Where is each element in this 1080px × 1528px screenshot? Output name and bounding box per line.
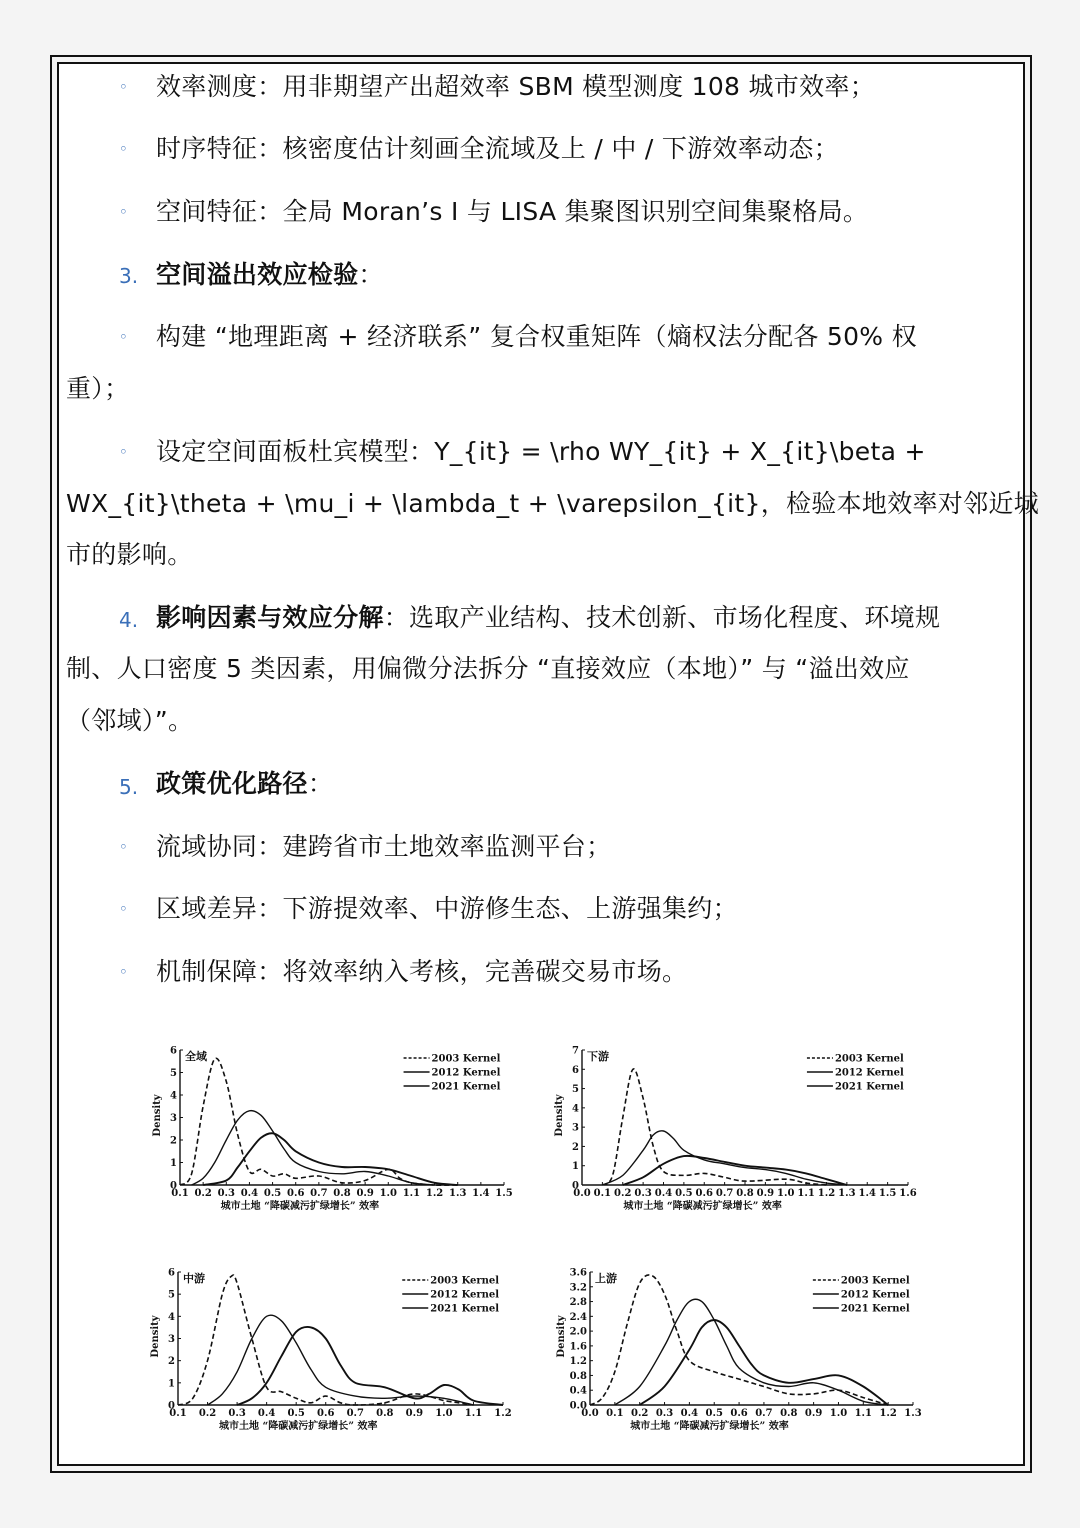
y-tick-label: 4 [572, 1103, 579, 1115]
x-tick-label: 0.7 [755, 1408, 773, 1419]
y-tick-label: 3 [572, 1122, 579, 1134]
x-tick-label: 0.3 [228, 1408, 246, 1419]
x-tick-label: 1.3 [904, 1408, 922, 1419]
y-axis-label: Density [554, 1094, 565, 1137]
y-tick-label: 2.8 [569, 1297, 587, 1309]
x-tick-label: 1.1 [854, 1408, 873, 1419]
y-tick-label: 1.2 [569, 1356, 587, 1368]
x-axis-label: 城市土地 “降碳减污扩绿增长” 效率 [623, 1201, 782, 1212]
y-tick-label: 4 [168, 1311, 175, 1323]
paragraph-line: （邻域）”。 [66, 706, 194, 735]
section-title: 空间溢出效应检验 [156, 260, 359, 289]
x-tick-label: 0.8 [376, 1408, 394, 1419]
list-item-continuation: 重）； [66, 374, 130, 403]
section-body: ：选取产业结构、技术创新、市场化程度、环境规 [383, 603, 941, 632]
y-tick-label: 3 [170, 1113, 177, 1124]
list-item: 设定空间面板杜宾模型：Y_{it} = \rho WY_{it} + X_{it}\beta + [156, 437, 926, 466]
legend-label: 2003 Kernel [431, 1053, 501, 1065]
section-colon: ： [307, 769, 334, 798]
list-item-continuation: 市的影响。 [66, 540, 193, 569]
x-tick-label: 0.3 [634, 1188, 652, 1199]
x-axis-label: 城市土地 “降碳减污扩绿增长” 效率 [630, 1421, 789, 1432]
legend-label: 2003 Kernel [834, 1053, 904, 1065]
paragraph-line: 制、人口密度 5 类因素，用偏微分法拆分 “直接效应（本地）” 与 “溢出效应 [66, 654, 910, 683]
x-tick-label: 1.2 [817, 1188, 836, 1199]
x-tick-label: 0.9 [756, 1188, 775, 1199]
x-tick-label: 1.5 [878, 1188, 897, 1199]
list-item: 空间特征：全局 Moran’s I 与 LISA 集聚图识别空间集聚格局。 [156, 197, 869, 226]
x-tick-label: 0.8 [780, 1408, 798, 1419]
x-tick-label: 0.3 [217, 1188, 235, 1199]
y-tick-label: 7 [572, 1045, 579, 1057]
x-tick-label: 1.3 [449, 1188, 467, 1199]
x-tick-label: 1.0 [829, 1408, 848, 1419]
x-tick-label: 1.2 [494, 1408, 512, 1419]
x-tick-label: 0.2 [630, 1408, 649, 1419]
x-tick-label: 1.3 [838, 1188, 856, 1199]
y-tick-label: 5 [170, 1068, 177, 1079]
x-tick-label: 0.7 [310, 1188, 328, 1199]
x-tick-label: 0.5 [675, 1188, 693, 1199]
list-item-continuation: WX_{it}\theta + \mu_i + \lambda_t + \varepsilon_{it}，检验本地效率对邻近城 [66, 489, 1040, 518]
x-tick-label: 1.2 [425, 1188, 444, 1199]
y-tick-label: 2.4 [569, 1311, 587, 1323]
section-number: 4. [119, 608, 139, 632]
x-tick-label: 0.1 [169, 1408, 187, 1419]
legend-label: 2012 Kernel [431, 1067, 501, 1079]
y-tick-label: 5 [572, 1084, 579, 1096]
x-tick-label: 0.1 [593, 1188, 612, 1199]
legend-label: 2021 Kernel [431, 1081, 501, 1093]
x-tick-label: 0.4 [240, 1188, 259, 1199]
x-tick-label: 0.5 [705, 1408, 723, 1419]
y-tick-label: 1.6 [569, 1341, 587, 1353]
y-tick-label: 0.4 [569, 1385, 587, 1397]
chart-title: 全域 [185, 1050, 207, 1063]
y-tick-label: 6 [170, 1045, 177, 1057]
y-tick-label: 6 [572, 1064, 579, 1076]
bullet-icon: ◦ [119, 900, 128, 918]
y-tick-label: 2 [168, 1356, 175, 1368]
section-heading [156, 767, 333, 801]
y-tick-label: 4 [170, 1090, 177, 1102]
y-tick-label: 2 [572, 1141, 579, 1153]
y-axis-label: Density [150, 1315, 161, 1358]
x-tick-label: 0.2 [198, 1408, 217, 1419]
x-tick-label: 0.6 [317, 1408, 335, 1419]
x-tick-label: 0.6 [287, 1188, 305, 1199]
list-item: 流域协同：建跨省市土地效率监测平台； [156, 832, 612, 861]
y-tick-label: 3.2 [569, 1282, 587, 1294]
list-item: 构建 “地理距离 + 经济联系” 复合权重矩阵（熵权法分配各 50% 权 [156, 322, 917, 351]
y-tick-label: 1 [170, 1158, 177, 1169]
legend-label: 2021 Kernel [430, 1303, 500, 1315]
x-tick-label: 0.6 [695, 1188, 713, 1199]
x-tick-label: 1.6 [899, 1188, 917, 1199]
y-tick-label: 1 [572, 1161, 579, 1173]
x-tick-label: 0.0 [573, 1188, 591, 1199]
bullet-icon: ◦ [119, 78, 128, 96]
chart-title: 上游 [595, 1272, 617, 1285]
section-title: 影响因素与效应分解 [156, 603, 384, 632]
x-tick-label: 1.0 [435, 1408, 453, 1419]
section-colon: ： [358, 260, 384, 289]
list-item: 机制保障：将效率纳入考核，完善碳交易市场。 [156, 957, 688, 986]
section-heading [156, 258, 384, 292]
x-tick-label: 1.4 [858, 1188, 876, 1199]
x-tick-label: 0.7 [715, 1188, 734, 1199]
bullet-icon: ◦ [119, 443, 128, 461]
x-tick-label: 1.1 [464, 1408, 483, 1419]
bullet-icon: ◦ [119, 203, 128, 221]
bullet-icon: ◦ [119, 328, 128, 346]
x-tick-label: 0.4 [654, 1188, 673, 1199]
y-tick-label: 0 [168, 1400, 175, 1412]
y-tick-label: 1 [168, 1378, 175, 1390]
legend-label: 2012 Kernel [834, 1067, 904, 1079]
section-heading [156, 601, 940, 635]
chart-title: 下游 [587, 1050, 609, 1063]
legend-label: 2003 Kernel [840, 1275, 910, 1287]
x-tick-label: 1.1 [402, 1188, 421, 1199]
legend-label: 2003 Kernel [430, 1275, 500, 1287]
bullet-icon: ◦ [119, 838, 128, 856]
x-tick-label: 0.5 [287, 1408, 305, 1419]
list-item: 时序特征：核密度估计刻画全流域及上 / 中 / 下游效率动态； [156, 134, 839, 163]
x-tick-label: 1.1 [797, 1188, 815, 1199]
list-item: 效率测度：用非期望产出超效率 SBM 模型测度 108 城市效率； [156, 72, 875, 101]
x-tick-label: 1.0 [777, 1188, 795, 1199]
x-axis-label: 城市土地 “降碳减污扩绿增长” 效率 [219, 1421, 378, 1432]
y-tick-label: 3 [168, 1334, 175, 1345]
chart-title: 中游 [183, 1272, 205, 1285]
x-tick-label: 0.9 [356, 1188, 374, 1199]
x-tick-label: 0.2 [614, 1188, 632, 1199]
x-tick-label: 0.1 [606, 1408, 624, 1419]
y-tick-label: 6 [168, 1267, 175, 1279]
section-number: 5. [119, 775, 139, 799]
section-number: 3. [119, 264, 139, 288]
y-axis-label: Density [556, 1315, 567, 1358]
legend-label: 2012 Kernel [430, 1289, 500, 1301]
x-tick-label: 1.0 [379, 1188, 397, 1199]
x-tick-label: 0.4 [680, 1408, 699, 1419]
x-axis-label: 城市土地 “降碳减污扩绿增长” 效率 [220, 1201, 380, 1212]
legend-label: 2012 Kernel [840, 1289, 910, 1301]
x-tick-label: 0.2 [194, 1188, 212, 1199]
y-tick-label: 0.8 [569, 1370, 587, 1382]
x-tick-label: 0.1 [171, 1188, 189, 1199]
y-axis-label: Density [152, 1094, 163, 1137]
x-tick-label: 0.3 [655, 1408, 674, 1419]
x-tick-label: 0.5 [263, 1188, 282, 1199]
x-tick-label: 1.2 [879, 1408, 897, 1419]
legend-label: 2021 Kernel [840, 1303, 910, 1315]
x-tick-label: 0.8 [736, 1188, 754, 1199]
x-tick-label: 1.4 [472, 1188, 490, 1199]
section-title: 政策优化路径 [156, 769, 308, 798]
y-tick-label: 0 [170, 1180, 177, 1192]
y-tick-label: 0 [572, 1180, 579, 1192]
x-tick-label: 0.0 [581, 1408, 599, 1419]
x-tick-label: 0.9 [804, 1408, 823, 1419]
legend-label: 2021 Kernel [834, 1081, 904, 1093]
y-tick-label: 2.0 [569, 1326, 587, 1338]
x-tick-label: 0.7 [346, 1408, 364, 1419]
y-tick-label: 5 [168, 1289, 175, 1301]
x-tick-label: 0.9 [405, 1408, 424, 1419]
x-tick-label: 0.8 [333, 1188, 351, 1199]
bullet-icon: ◦ [119, 140, 128, 158]
x-tick-label: 1.5 [495, 1188, 513, 1199]
x-tick-label: 0.4 [257, 1408, 276, 1419]
x-tick-label: 0.6 [730, 1408, 748, 1419]
bullet-icon: ◦ [119, 963, 128, 981]
list-item: 区域差异：下游提效率、中游修生态、上游强集约； [156, 894, 738, 923]
y-tick-label: 3.6 [569, 1267, 587, 1279]
y-tick-label: 2 [170, 1135, 177, 1147]
y-tick-label: 0.0 [569, 1400, 587, 1412]
